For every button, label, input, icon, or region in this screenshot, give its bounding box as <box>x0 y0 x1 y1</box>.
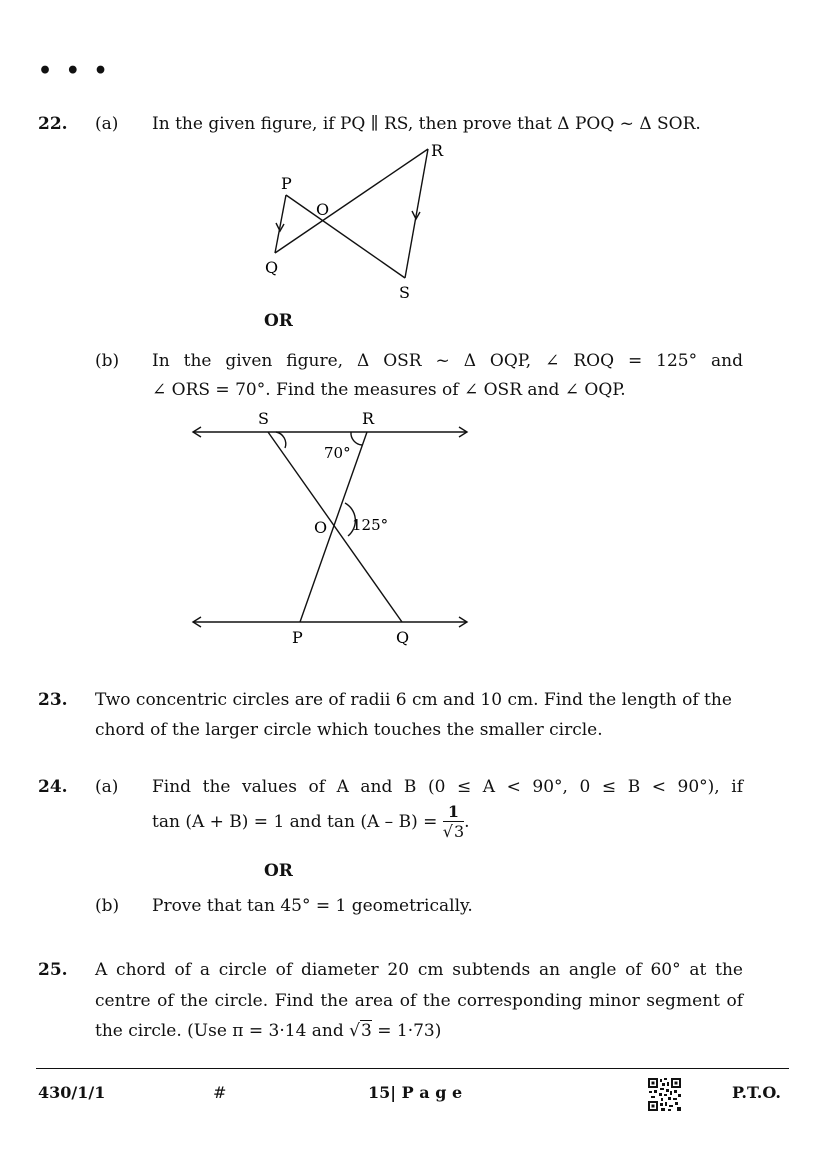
sqrt-radicand: 3 <box>453 822 465 841</box>
fraction-numerator: 1 <box>443 803 464 822</box>
angle-arc-r <box>351 432 362 445</box>
label-o: O <box>316 200 330 219</box>
segment-ps <box>286 195 405 278</box>
fraction-denominator <box>443 822 464 842</box>
sqrt-radicand: 3 <box>361 1021 372 1041</box>
figure-parallel-triangles <box>250 135 470 310</box>
q24-part-b-label: (b) <box>95 896 120 916</box>
q24-equation-text: tan (A + B) = 1 and tan (A – B) = <box>152 812 438 832</box>
q25-line2: centre of the circle. Find the area of the corresponding minor segment of <box>95 991 743 1011</box>
page-number: 15| P a g e <box>368 1083 463 1102</box>
label-r: R <box>362 409 375 428</box>
qr-code-icon <box>648 1078 681 1111</box>
q22-part-b-line2: ∠ ORS = 70°. Find the measures of ∠ OSR and ∠ OQP. <box>152 380 626 400</box>
q24-part-a-label: (a) <box>95 777 119 797</box>
question-number-23: 23. <box>38 690 68 710</box>
q22-part-b-line1: In the given figure, Δ OSR ~ Δ OQP, ∠ ROQ = 125° and <box>152 351 743 371</box>
label-s: S <box>258 409 269 428</box>
question-number-24: 24. <box>38 777 68 797</box>
label-p: P <box>281 174 292 193</box>
q22-part-b-label: (b) <box>95 351 120 371</box>
paper-code: 430/1/1 <box>38 1083 106 1102</box>
label-s: S <box>399 283 410 302</box>
q25-line3-end: = 1·73) <box>371 1021 442 1041</box>
sqrt-sign: √ <box>349 1021 360 1041</box>
sqrt-sign: √ <box>442 822 453 841</box>
label-p: P <box>292 628 303 647</box>
hash-mark: # <box>213 1083 227 1102</box>
q23-line2: chord of the larger circle which touches the smaller circle. <box>95 720 603 740</box>
fraction-one-over-root-three <box>443 803 464 842</box>
q22-or: OR <box>264 311 293 331</box>
q24-part-b-text: Prove that tan 45° = 1 geometrically. <box>152 896 473 916</box>
q24-part-a-line1: Find the values of A and B (0 ≤ A < 90°, 0 ≤ B < 90°), if <box>152 777 743 797</box>
footer-divider <box>36 1068 789 1069</box>
segment-rs <box>405 149 428 278</box>
q23-line1: Two concentric circles are of radii 6 cm and 10 cm. Find the length of the <box>95 690 732 710</box>
label-q: Q <box>265 258 279 277</box>
question-number-25: 25. <box>38 960 68 980</box>
q22-part-a-text: In the given figure, if PQ ∥ RS, then prove that Δ POQ ~ Δ SOR. <box>152 114 701 134</box>
q25-line1: A chord of a circle of diameter 20 cm subtends an angle of 60° at the <box>95 960 743 980</box>
segment-qr <box>275 149 428 253</box>
label-angle-125: 125° <box>352 516 389 534</box>
label-r: R <box>431 141 444 160</box>
ellipsis: • • • <box>38 58 111 84</box>
please-turn-over: P.T.O. <box>732 1083 781 1102</box>
q24-period: . <box>464 812 470 832</box>
q24-part-a-line2 <box>152 800 470 844</box>
question-number-22: 22. <box>38 114 68 134</box>
label-o: O <box>314 518 328 537</box>
q25-line3-text: the circle. (Use π = 3·14 and <box>95 1021 344 1041</box>
label-q: Q <box>396 628 410 647</box>
q24-or: OR <box>264 861 293 881</box>
q25-line3 <box>95 1021 441 1041</box>
figure-transversals <box>185 405 480 655</box>
label-angle-70: 70° <box>324 444 351 462</box>
q22-part-a-label: (a) <box>95 114 119 134</box>
